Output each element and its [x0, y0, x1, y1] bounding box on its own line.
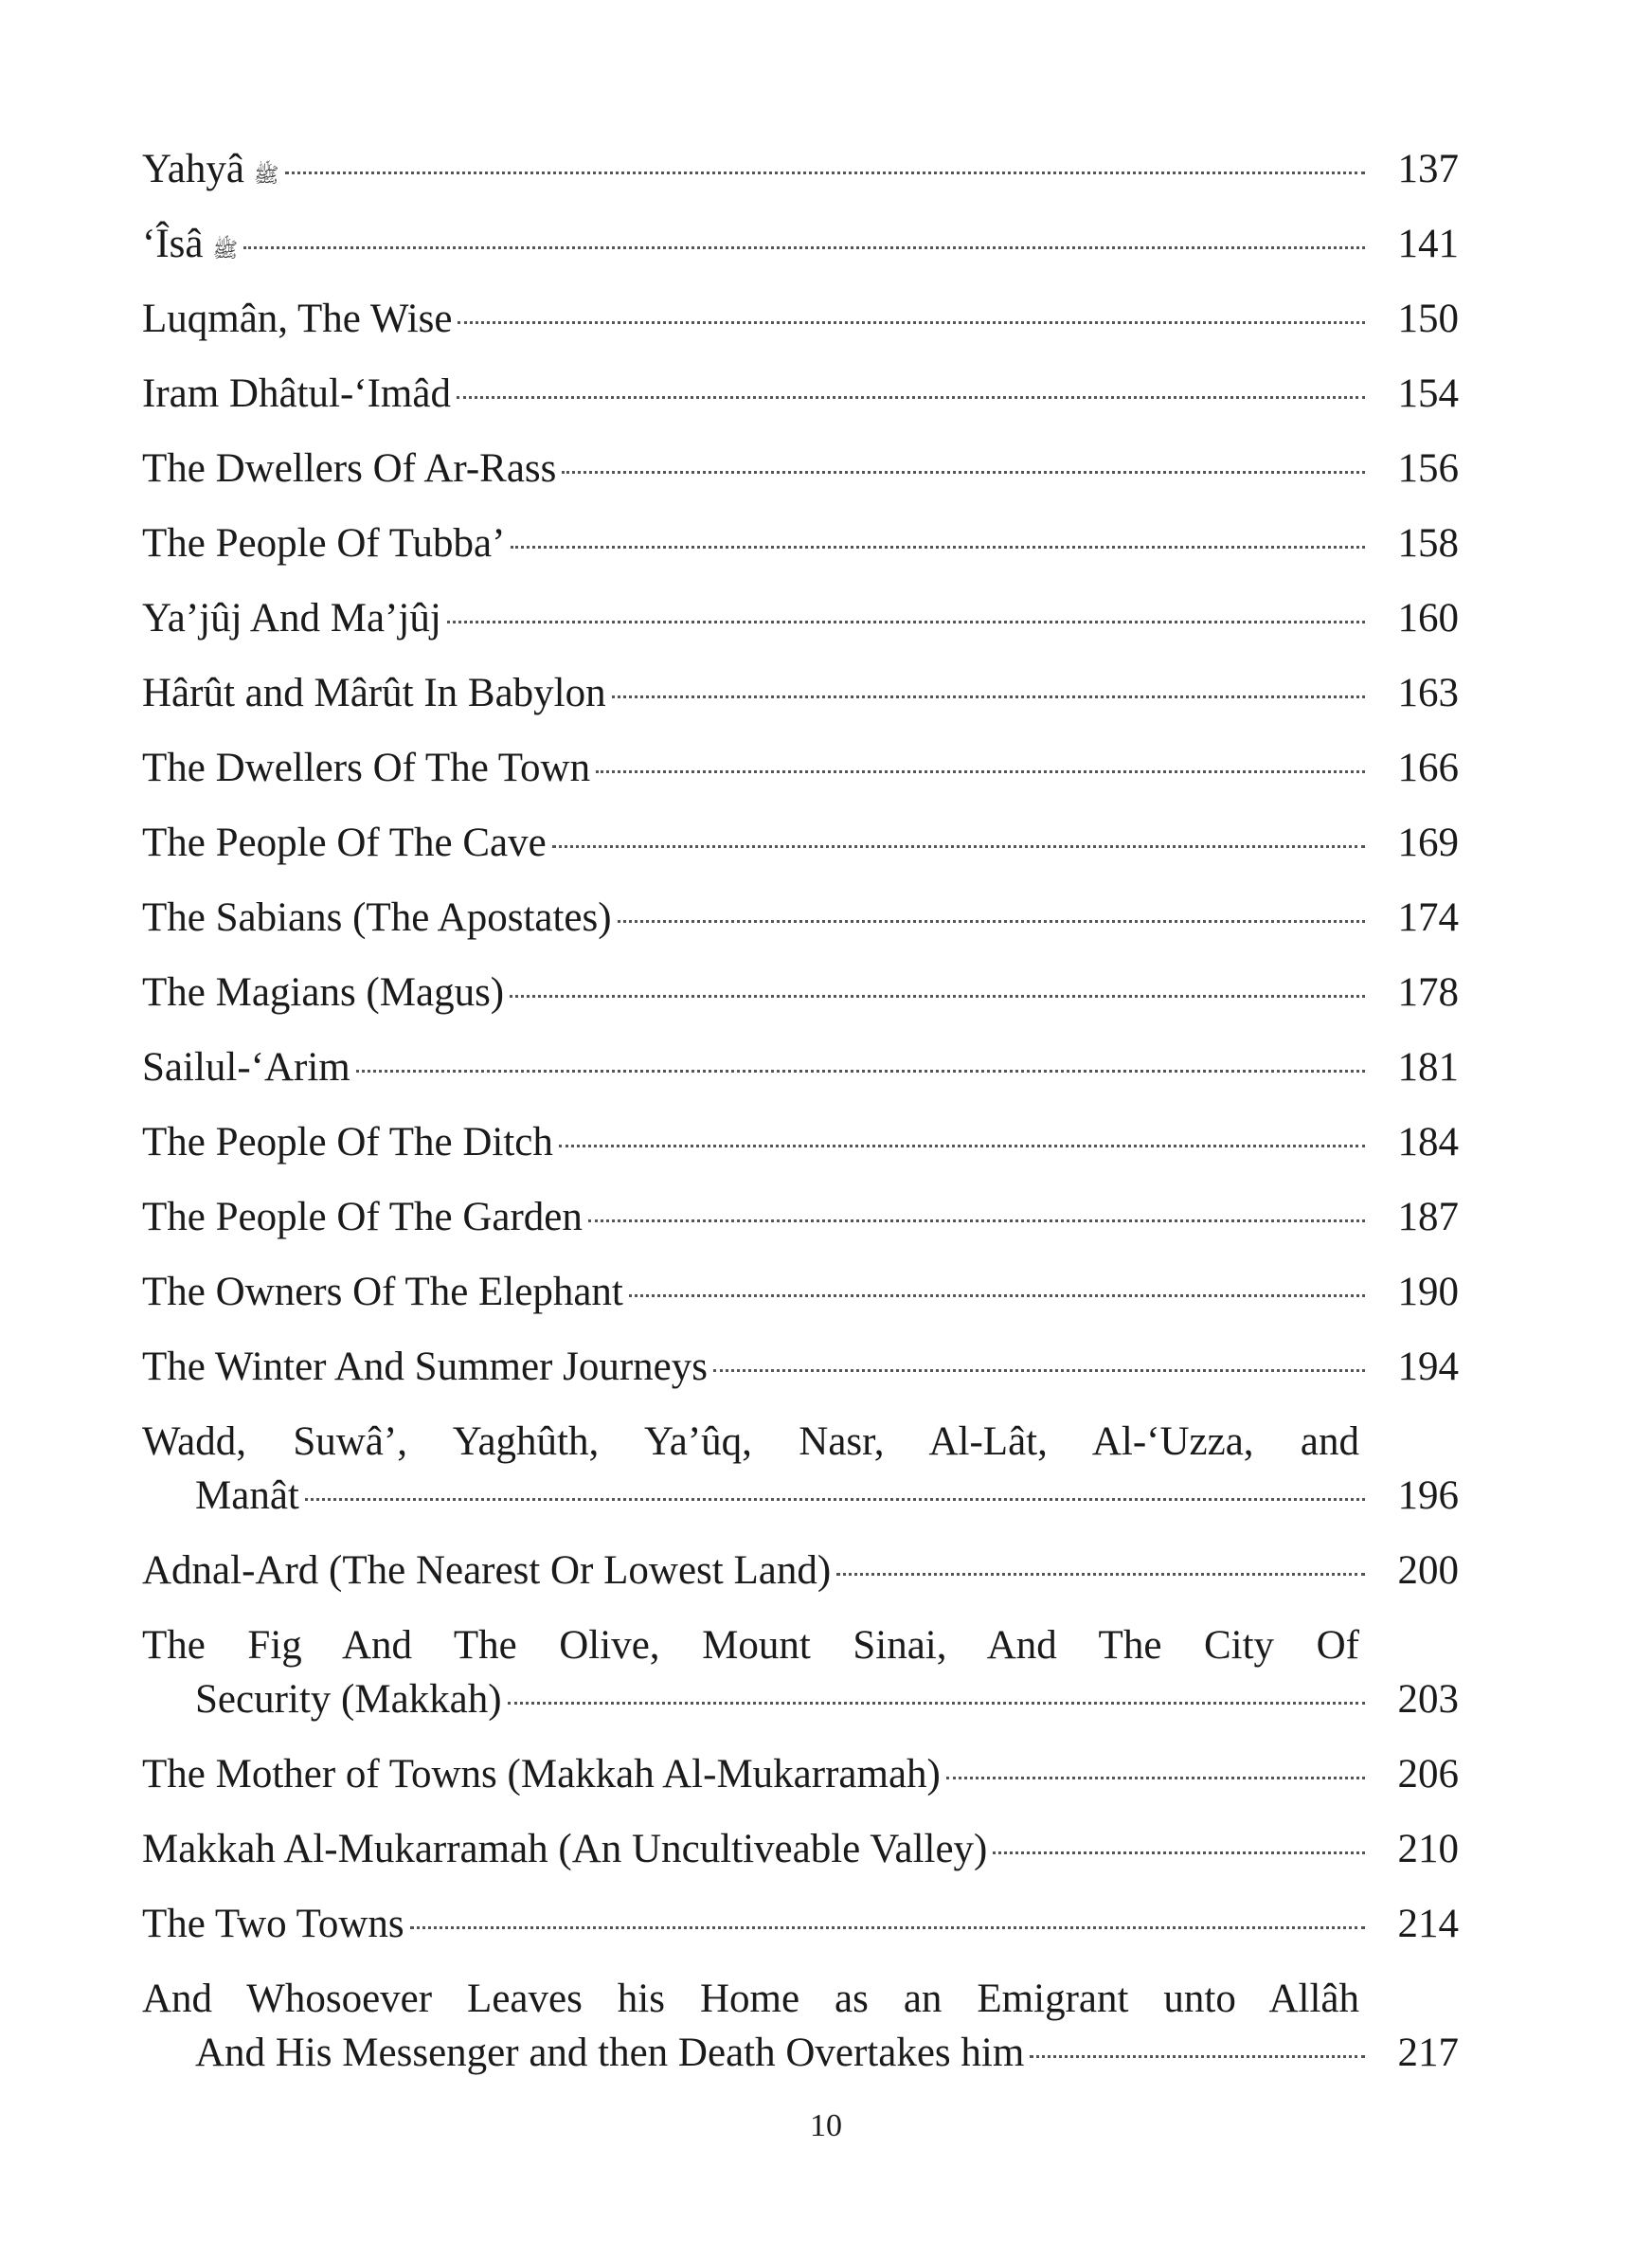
toc-entry-title: Sailul-‘Arim — [142, 1045, 350, 1090]
toc-entry-page: 187 — [1397, 1195, 1459, 1239]
toc-entry-title: The People Of The Ditch — [142, 1120, 553, 1165]
toc-entry — [142, 516, 1459, 570]
toc-entry-page: 166 — [1397, 746, 1459, 790]
dot-leader — [457, 396, 1365, 399]
toc-entry — [142, 367, 1459, 421]
honorific-icon: ﷺ — [253, 164, 279, 188]
dot-leader — [993, 1851, 1365, 1854]
toc-entry-title-line1: And Whosoever Leaves his Home as an Emigrant unto Allâh — [142, 1977, 1359, 2021]
toc-entry-page: 210 — [1397, 1827, 1459, 1871]
dot-leader — [562, 471, 1365, 474]
toc-entry — [142, 1618, 1459, 1726]
dot-leader — [713, 1369, 1365, 1372]
toc-entry-title: The Dwellers Of The Town — [142, 746, 591, 790]
toc-entry-title: Hârût and Mârût In Babylon — [142, 671, 606, 715]
toc-entry-title: The Owners Of The Elephant — [142, 1270, 623, 1314]
toc-entry-title: The People Of Tubba’ — [142, 521, 506, 566]
toc-entry-title: The Two Towns — [142, 1902, 404, 1946]
dot-leader — [612, 695, 1365, 698]
toc-entry-page: 190 — [1397, 1270, 1459, 1314]
toc-entry — [142, 1190, 1459, 1244]
toc-entry-page: 181 — [1397, 1045, 1459, 1090]
dot-leader — [305, 1498, 1365, 1501]
toc-entry-page: 160 — [1397, 596, 1459, 641]
toc-entry — [142, 1265, 1459, 1319]
toc-entry-title: Luqmân, The Wise — [142, 297, 453, 341]
toc-entry-page: 169 — [1397, 821, 1459, 865]
toc-entry — [142, 891, 1459, 945]
toc-entry-title: Makkah Al-Mukarramah (An Uncultiveable Valley) — [142, 1827, 988, 1871]
dot-leader — [946, 1777, 1365, 1779]
toc-entry-title: The Magians (Magus) — [142, 970, 505, 1015]
toc-entry — [142, 1897, 1459, 1951]
toc-entry — [142, 966, 1459, 1020]
dot-leader — [511, 546, 1365, 549]
toc-entry-title-line2: And His Messenger and then Death Overtakes him — [195, 2031, 1025, 2075]
toc-entry-title-line1: The Fig And The Olive, Mount Sinai, And The City Of — [142, 1623, 1359, 1668]
dot-leader — [596, 770, 1365, 773]
dot-leader — [836, 1573, 1365, 1576]
dot-leader — [559, 1145, 1365, 1147]
toc-entry — [142, 292, 1459, 346]
toc-entry-title: Ya’jûj And Ma’jûj — [142, 596, 441, 641]
toc-entry — [142, 1972, 1459, 2080]
toc-entry-page: 150 — [1397, 297, 1459, 341]
dot-leader — [410, 1926, 1365, 1929]
toc-entry-title: ‘Îsâ — [142, 222, 204, 266]
toc-entry-title: The Dwellers Of Ar-Rass — [142, 446, 557, 491]
toc-entry-title-line2: Manât — [195, 1473, 299, 1518]
toc-entry-title: Adnal-Ard (The Nearest Or Lowest Land) — [142, 1548, 832, 1593]
toc-entry-title: The Mother of Towns (Makkah Al-Mukarramah) — [142, 1752, 941, 1797]
toc-entry-title-line1: Wadd, Suwâ’, Yaghûth, Ya’ûq, Nasr, Al-Lât, Al-‘Uzza, and — [142, 1419, 1359, 1464]
toc-entry-page: 158 — [1397, 521, 1459, 566]
toc-entry — [142, 1747, 1459, 1801]
dot-leader — [447, 621, 1365, 623]
toc-entry-page: 154 — [1397, 371, 1459, 416]
dot-leader — [285, 172, 1366, 174]
dot-leader — [588, 1219, 1365, 1222]
toc-entry-title: Yahyâ — [142, 147, 244, 191]
toc-entry-title: Iram Dhâtul-‘Imâd — [142, 371, 451, 416]
dot-leader — [356, 1070, 1365, 1073]
toc-entry — [142, 1115, 1459, 1169]
toc-entry-page: 156 — [1397, 446, 1459, 491]
toc-entry-title: The Winter And Summer Journeys — [142, 1345, 709, 1389]
toc-entry — [142, 741, 1459, 795]
toc-entry — [142, 1340, 1459, 1394]
toc-entry — [142, 217, 1459, 271]
toc-entry-page: 203 — [1397, 1677, 1459, 1722]
toc-entry-page: 217 — [1397, 2031, 1459, 2075]
toc-entry — [142, 1544, 1459, 1598]
toc-entry — [142, 142, 1459, 196]
toc-entry — [142, 442, 1459, 496]
dot-leader — [510, 995, 1365, 998]
dot-leader — [552, 845, 1365, 848]
dot-leader — [458, 321, 1365, 324]
toc-entry-title: The People Of The Cave — [142, 821, 547, 865]
table-of-contents — [142, 142, 1459, 2101]
toc-entry-title: The People Of The Garden — [142, 1195, 583, 1239]
dot-leader — [508, 1702, 1365, 1705]
toc-entry — [142, 1822, 1459, 1876]
toc-entry — [142, 666, 1459, 720]
toc-entry-page: 184 — [1397, 1120, 1459, 1165]
page-number: 10 — [810, 2108, 842, 2143]
toc-entry — [142, 816, 1459, 870]
toc-entry-page: 194 — [1397, 1345, 1459, 1389]
toc-entry-page: 196 — [1397, 1473, 1459, 1518]
toc-entry — [142, 591, 1459, 645]
toc-entry-page: 174 — [1397, 895, 1459, 940]
toc-entry-title-line2: Security (Makkah) — [195, 1677, 502, 1722]
toc-entry-page: 141 — [1397, 222, 1459, 266]
dot-leader — [1030, 2055, 1365, 2058]
toc-entry-page: 206 — [1397, 1752, 1459, 1797]
toc-entry-page: 163 — [1397, 671, 1459, 715]
honorific-icon: ﷺ — [212, 239, 239, 262]
dot-leader — [243, 246, 1365, 249]
toc-entry-page: 137 — [1397, 147, 1459, 191]
toc-entry-page: 200 — [1397, 1548, 1459, 1593]
toc-entry — [142, 1040, 1459, 1094]
toc-entry-page: 178 — [1397, 970, 1459, 1015]
dot-leader — [629, 1294, 1365, 1297]
toc-entry-page: 214 — [1397, 1902, 1459, 1946]
toc-entry-title: The Sabians (The Apostates) — [142, 895, 612, 940]
dot-leader — [618, 920, 1365, 923]
toc-entry — [142, 1415, 1459, 1523]
